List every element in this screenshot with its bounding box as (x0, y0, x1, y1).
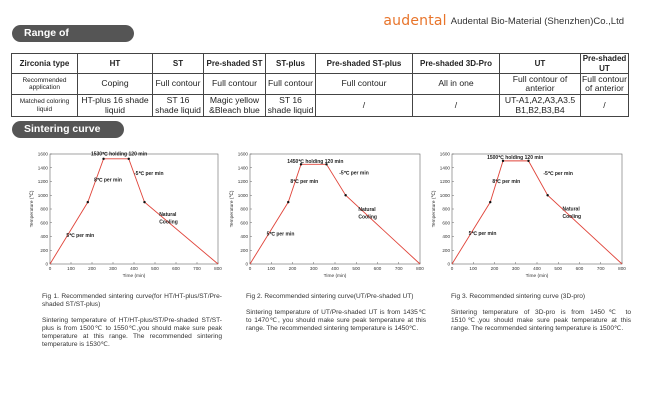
sintering-section-title: Sintering curve (12, 121, 124, 138)
x-axis-label: Time (min) (323, 274, 347, 279)
curve-point (128, 158, 130, 160)
caption-title: Fig 2. Recommended sintering curve(UT/Pre-shaded UT) (246, 293, 414, 300)
curve-point (344, 194, 346, 196)
y-tick-label: 1600 (439, 151, 450, 157)
caption-title: Fig 3. Recommended sintering curve (3D-pro) (451, 293, 586, 300)
table-cell: ST 16 shade liquid (153, 95, 204, 117)
y-tick-label: 0 (45, 261, 48, 267)
x-axis-label: Time (min) (525, 274, 549, 279)
y-tick-label: 800 (240, 206, 248, 212)
figure-1-caption (42, 293, 222, 349)
y-tick-label: 0 (447, 261, 450, 267)
curve-annotation: -5℃ per min (134, 170, 164, 177)
table-cell: Full contour (153, 74, 204, 95)
y-tick-label: 1600 (237, 151, 248, 157)
y-axis-label: Temperature (℃) (432, 190, 437, 228)
x-tick-label: 700 (193, 266, 201, 271)
table-cell: Full contour of anterior (582, 73, 627, 93)
table-cell: UT-A1,A2,A3,A3.5 B1,B2,B3,B4 (500, 95, 581, 117)
plot-frame (250, 154, 420, 264)
x-tick-label: 700 (596, 266, 605, 271)
y-tick-label: 400 (240, 234, 248, 240)
y-tick-label: 1000 (37, 192, 48, 198)
table-header-cell: Pre-shaded ST (204, 54, 266, 74)
table-cell: HT-plus 16 shade liquid (78, 95, 153, 117)
curve-annotation: 1450℃ holding 120 min (287, 158, 344, 165)
x-tick-label: 700 (394, 266, 403, 271)
curve-point (287, 201, 289, 203)
application-table (11, 53, 629, 117)
caption-body: Sintering temperature of HT/HT-plus/ST/Pre-shaded ST/ST-plus is from 1500℃ to 1550℃,you should make sure peak temperature at this range. The recommended sintering temperature is 1530℃. (42, 317, 222, 348)
y-tick-label: 200 (442, 247, 450, 253)
x-tick-label: 0 (48, 266, 52, 271)
y-tick-label: 600 (442, 220, 450, 226)
x-tick-label: 800 (618, 266, 626, 271)
chart-1-svg (28, 148, 226, 293)
row-header-cell: Recommended application (12, 74, 78, 95)
curve-annotation: 8℃ per min (492, 178, 521, 185)
x-tick-label: 100 (469, 266, 478, 271)
table-cell: Full contour (266, 74, 316, 95)
table-header-cell: Zirconia type (12, 54, 78, 74)
x-tick-label: 100 (267, 266, 276, 271)
range-section-title: Range of application (12, 25, 134, 42)
curve-point (546, 194, 548, 196)
row-header-cell: Matched coloring liquid (12, 95, 78, 117)
brand-logo: audental (383, 13, 447, 29)
x-tick-label: 200 (490, 266, 499, 271)
y-tick-label: 1200 (237, 179, 248, 185)
y-tick-label: 800 (40, 206, 48, 212)
sintering-chart-2 (228, 148, 428, 293)
table-cell: Full contour of anterior (500, 74, 581, 95)
x-tick-label: 200 (288, 266, 297, 271)
curve-annotation: 1530℃ holding 120 min (90, 151, 148, 158)
x-tick-label: 800 (416, 266, 424, 271)
y-tick-label: 400 (442, 234, 450, 240)
x-tick-label: 200 (88, 266, 96, 271)
table-header-cell: Pre-shaded 3D-Pro (413, 54, 500, 74)
x-axis-label: Time (min) (122, 274, 146, 279)
curve-annotation: Natural (159, 211, 177, 218)
table-cell: Full contour (204, 74, 266, 95)
x-tick-label: 800 (214, 266, 222, 271)
table-header-row (12, 54, 629, 74)
x-tick-label: 400 (130, 266, 138, 271)
sintering-chart-1 (28, 148, 226, 293)
x-tick-label: 400 (331, 266, 339, 271)
x-tick-label: 300 (309, 266, 318, 271)
curve-point (143, 201, 145, 203)
curve-annotation: Natural (358, 207, 376, 214)
sintering-chart-3 (430, 148, 630, 293)
y-tick-label: 200 (40, 247, 48, 253)
table-cell: / (581, 95, 629, 117)
x-tick-label: 500 (554, 266, 563, 271)
caption-body: Sintering temperature of 3D-pro is from 1450℃ to 1510℃,you should make sure peak temperature at this range. The recommended sintering temperature is 1500℃. (451, 309, 631, 332)
sintering-curve-line (452, 161, 622, 264)
x-tick-label: 0 (450, 266, 454, 271)
y-tick-label: 1600 (37, 151, 48, 157)
table-header-cell: ST (153, 54, 204, 74)
y-tick-label: 400 (40, 234, 48, 240)
figure-2-caption (246, 293, 426, 333)
brand-header (383, 13, 624, 29)
table-cell: All in one (413, 74, 500, 95)
curve-point (87, 201, 89, 203)
table-cell: Full contour (316, 74, 413, 95)
curve-annotation: Cooling (358, 214, 377, 221)
curve-annotation: Natural (562, 206, 580, 213)
chart-3-svg (430, 148, 630, 293)
x-tick-label: 600 (575, 266, 584, 271)
table-cell: Coping (78, 74, 153, 95)
table-header-cell: Pre-shaded ST-plus (316, 54, 413, 74)
y-tick-label: 1200 (37, 179, 48, 185)
x-tick-label: 400 (533, 266, 541, 271)
y-axis-label: Temperature (℃) (230, 190, 235, 228)
curve-annotation: 8℃ per min (94, 177, 122, 184)
y-tick-label: 0 (245, 261, 248, 267)
table-row (12, 95, 629, 117)
caption-body: Sintering temperature of UT/Pre-shaded UT is from 1435℃ to 1470℃, you should make sure peak temperature at this range. The recommended sintering temperature is 1450℃. (246, 309, 426, 332)
curve-annotation: Cooling (562, 213, 582, 220)
table-cell: ST 16 shade liquid (266, 95, 316, 117)
y-tick-label: 1400 (439, 165, 450, 171)
y-tick-label: 1000 (439, 192, 450, 198)
y-tick-label: 800 (442, 206, 450, 212)
x-tick-label: 300 (511, 266, 520, 271)
table-cell: / (413, 95, 500, 117)
y-tick-label: 600 (240, 220, 248, 226)
curve-annotation: 8℃ per min (290, 178, 319, 185)
curve-point (489, 201, 491, 203)
curve-point (102, 158, 104, 160)
x-tick-label: 500 (352, 266, 361, 271)
table-header-cell: HT (78, 54, 153, 74)
curve-annotation: 5℃ per min (66, 232, 95, 239)
y-tick-label: 1000 (237, 192, 248, 198)
y-axis-label: Temperature (℃) (30, 190, 35, 228)
curve-annotation: 5℃ per min (468, 231, 497, 238)
y-tick-label: 1200 (439, 179, 450, 185)
chart-2-svg (228, 148, 428, 293)
y-tick-label: 1400 (237, 165, 248, 171)
table-row (12, 74, 629, 95)
curve-annotation: 1500℃ holding 120 min (487, 154, 544, 161)
figure-3-caption (451, 293, 631, 333)
table-header-cell: ST-plus (266, 54, 316, 74)
y-tick-label: 600 (40, 220, 48, 226)
x-tick-label: 500 (151, 266, 159, 271)
x-tick-label: 0 (248, 266, 252, 271)
table-cell: Magic yellow &Bleach blue (204, 95, 266, 117)
plot-frame (452, 154, 622, 264)
x-tick-label: 600 (172, 266, 180, 271)
x-tick-label: 100 (67, 266, 75, 271)
curve-annotation: -5℃ per min (339, 170, 369, 177)
table-header-cell: UT (500, 54, 581, 74)
x-tick-label: 300 (109, 266, 117, 271)
y-tick-label: 200 (240, 247, 248, 253)
company-name: Audental Bio-Material (Shenzhen)Co.,Ltd (450, 15, 624, 27)
curve-annotation: Cooling (159, 219, 178, 226)
curve-annotation: -5℃ per min (543, 170, 573, 177)
x-tick-label: 600 (373, 266, 382, 271)
sintering-curve-line (250, 164, 420, 264)
caption-title: Fig 1. Recommended sintering curve(for HT/HT-plus/ST/Pre-shaded ST/ST-plus) (42, 293, 222, 308)
curve-annotation: 5℃ per min (266, 231, 295, 238)
table-header-cell: Pre-shaded UT (581, 54, 629, 74)
table-cell: / (316, 95, 413, 117)
y-tick-label: 1400 (37, 165, 48, 171)
